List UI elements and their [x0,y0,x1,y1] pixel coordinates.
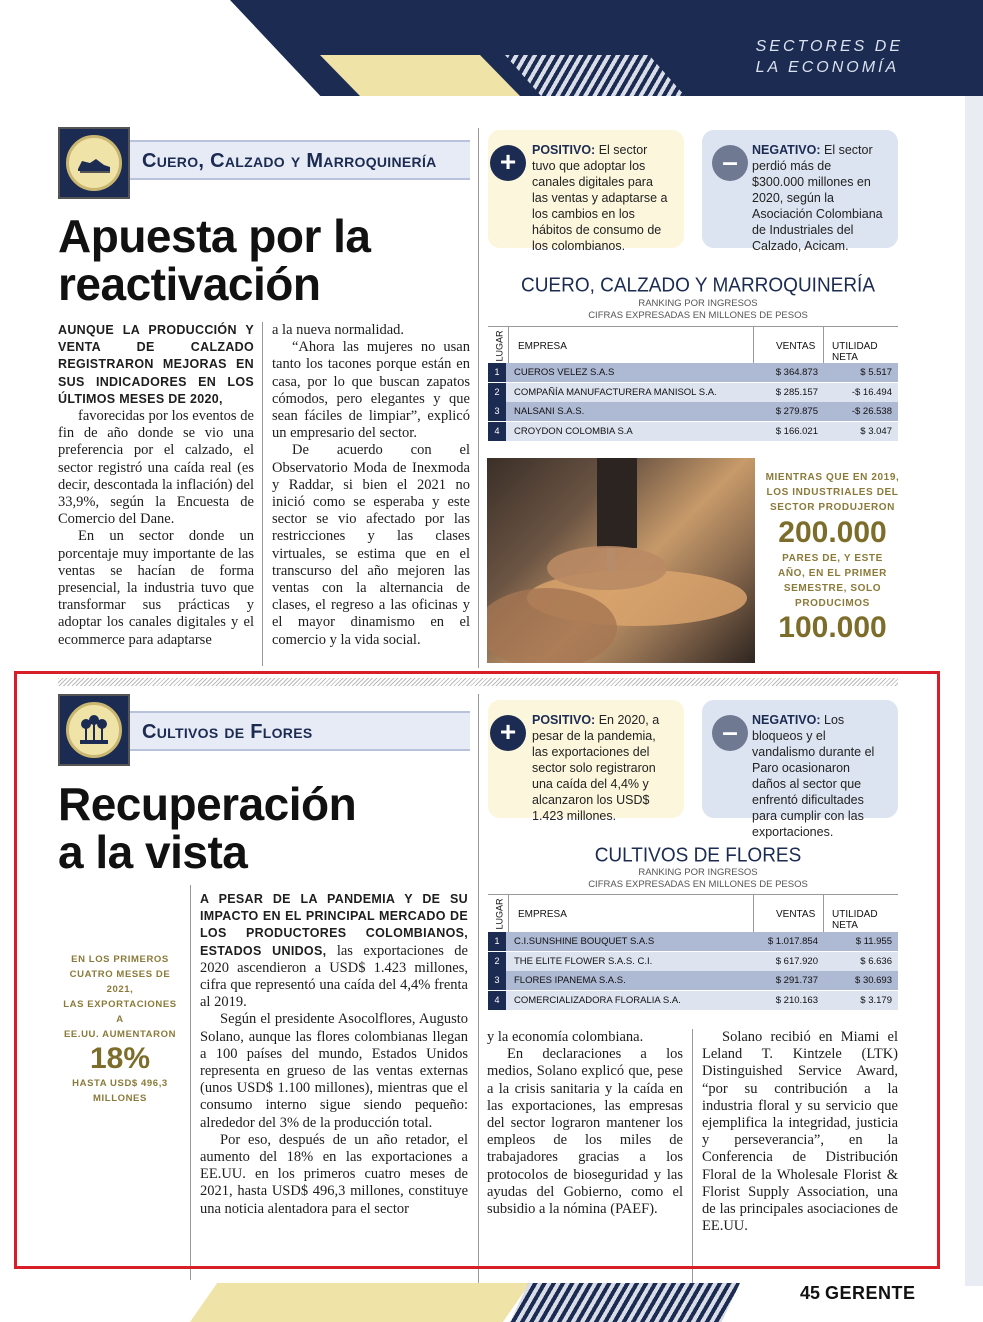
sales-value: $ 291.737 [775,975,818,986]
table-row [488,383,898,402]
negative-card: NEGATIVO: Los bloqueos y el vandalismo durante el Paro ocasionaron daños al sector que enfrentó dificultades para cumplir con las exportaciones. [702,700,898,818]
positive-card: POSITIVO: El sector tuvo que adoptar los canales digitales para las ventas y adaptarse a los cambios en los hábitos de consumo de los colombianos. [488,130,684,248]
table-header [488,326,898,364]
article-column-1: A PESAR DE LA PANDEMIA Y DE SU IMPACTO EN EL PRINCIPAL MERCADO DE LOS PRODUCTORES COLOMBIANOS, ESTADOS UNIDOS, las exportaciones de 2020 ascendieron a USD$ 1.423 millones, cifra que representó una caída del 4,4% frenta al 2019. Según el presidente Asocolflores, Augusto Solano, aunque las flores colombianas llegan a 100 países del mundo, Estados Unidos representa en grueso de las ventas externas (unos USD$ 1.100 millones), mientras que el consumo interno sigue siendo pequeño: alrededor del 3% de la producción total. Por eso, después de un año retador, el aumento del 18% en las exportaciones a EE.UU. en los primeros cuatro meses de 2021, hasta USD$ 496,3 millones, constituye una noticia alentadora para el sector [200,892,468,1217]
shoemaking-photo [487,458,755,663]
rank-number: 4 [488,422,506,441]
company-name: NALSANI S.A.S. [514,406,585,417]
ventas-header: VENTAS [776,909,816,920]
rank-number: 1 [488,363,506,382]
highlight-frame [14,671,940,1269]
plus-icon: + [490,715,526,751]
sales-value: $ 364.873 [775,367,818,378]
utilidad-header: UTILIDAD NETA [832,341,878,363]
column-divider [478,128,479,668]
net-profit-value: $ 5.517 [860,367,892,378]
company-name: CUEROS VELEZ S.A.S [514,367,615,378]
lead-text: AUNQUE LA PRODUCCIÓN Y VENTA DE CALZADO REGISTRARON MEJORAS EN SUS INDICADORES EN LOS ÚLTIMOS MESES DE 2020, [58,323,254,406]
sales-value: $ 279.875 [775,406,818,417]
stat-value: 200.000 [778,516,887,549]
company-name: COMERCIALIZADORA FLORALIA S.A. [514,994,681,1006]
empresa-header: EMPRESA [518,909,567,920]
sales-value: $ 617.920 [775,955,818,967]
net-profit-value: $ 30.693 [855,975,892,986]
table-row [488,363,898,382]
table-title: CULTIVOS DE FLORES [594,844,802,867]
company-name: THE ELITE FLOWER S.A.S. C.I. [514,955,653,967]
net-profit-value: $ 3.179 [860,994,892,1006]
export-stat: EN LOS PRIMEROS CUATRO MESES DE 2021, LAS EXPORTACIONES A EE.UU. AUMENTARON 18% HASTA USD$ 496,3 MILLONES [60,952,180,1106]
table-row [488,402,898,421]
page-number: 45 [800,1283,821,1303]
minus-icon: – [712,145,748,181]
section-label: SECTORES DE LA ECONOMÍA [755,38,903,76]
category-title: Cultivos de Flores [142,721,313,743]
category-band [130,140,470,180]
stat-value: 100.000 [778,611,887,644]
paragraph: a la nueva normalidad. [272,322,405,338]
sales-value: $ 210.163 [775,994,818,1006]
table-title: CUERO, CALZADO Y MARROQUINERÍA [520,274,876,297]
company-name: FLORES IPANEMA S.A.S. [514,975,626,986]
positive-card: POSITIVO: En 2020, a pesar de la pandemia, las exportaciones del sector solo registraron una caída del 4,4% y alcanzaron los USD$ 1.423 millones. [488,700,684,818]
shoe-icon [66,135,122,191]
headline: Apuesta por la reactivación [58,210,371,310]
rank-number: 1 [488,932,506,951]
shoe-icon-box [58,127,130,199]
right-margin-strip [965,96,983,1286]
sales-value: $ 285.157 [775,386,818,398]
paragraph: y la economía colombiana. [487,1029,644,1045]
ventas-header: VENTAS [776,341,816,352]
lugar-header: LUGAR [494,898,505,930]
rank-number: 2 [488,952,506,971]
company-name: CROYDON COLOMBIA S.A [514,425,633,437]
paragraph: Por eso, después de un año retador, el aumento del 18% en las exportaciones a EE.UU. en los primeros cuatro meses de 2021, hasta USD$ 496,3 millones, constituye una noticia alentadora para el sector [200,1131,468,1217]
column-divider [262,322,263,666]
paragraph: De acuerdo con el Observatorio Moda de Inexmoda y Raddar, si bien el 2021 no inició como se esperaba y este sector se vio afectado por las restricciones y las clases virtuales, se estima que en el transcurso del año mejoren las ventas con la alternancia de clases, el regreso a las oficinas y el mayor dinamismo en el comercio y la vida social. [272,442,470,648]
paragraph: En declaraciones a los medios, Solano explicó que, pese a la crisis sanitaria y la caída en las exportaciones, las empresas del sector lograron mantener los empleos de los miles de trabajadores gracias a los protocolos de bioseguridad y las ayudas del Gobierno, como el subsidio a la nómina (PAEF). [487,1046,683,1218]
headline: Recuperación a la vista [58,778,357,878]
utilidad-header: UTILIDAD NETA [832,909,878,931]
rank-number: 2 [488,383,506,402]
page-footer [800,1283,916,1304]
empresa-header: EMPRESA [518,341,567,352]
rank-number: 4 [488,991,506,1010]
stat-value: 18% [89,1042,151,1075]
sales-value: $ 166.021 [775,425,818,437]
minus-icon: – [712,715,748,751]
sales-value: $ 1.017.854 [767,936,818,947]
rank-number: 3 [488,971,506,990]
plus-icon: + [490,145,526,181]
magazine-brand: GERENTE [825,1283,916,1303]
paragraph: favorecidas por los eventos de fin de año donde se vio una preferencia por el calzado, el sector registró una caída real (es decir, descontada la inflación) del 33,9%, según la Encuesta de Comercio del Dane. [58,408,254,528]
net-profit-value: -$ 26.538 [851,406,892,417]
paragraph: En un sector donde un porcentaje muy importante de las ventas se hacían de forma presencial, la industria tuvo que transformar sus prácticas y adoptar los canales digitales y el ecommerce para adaptarse [58,528,254,648]
category-title: Cuero, Calzado y Marroquinería [142,150,437,172]
shoemaking-image [487,458,755,663]
paragraph: Según el presidente Asocolflores, Augusto Solano, aunque las flores colombianas llegan a 100 países del mundo, Estados Unidos representa en grueso de las ventas externas (unos USD$ 1.100 millones), mientras que el consumo interno sigue siendo pequeño: alrededor del 3% de la producción total. [200,1011,468,1131]
company-name: COMPAÑÍA MANUFACTURERA MANISOL S.A. [514,386,717,398]
table-subtitle: RANKING POR INGRESOS CIFRAS EXPRESADAS EN MILLONES DE PESOS [588,867,808,890]
lugar-header: LUGAR [494,330,505,362]
net-profit-value: $ 11.955 [855,936,892,947]
net-profit-value: $ 6.636 [860,955,892,967]
lead-text: A PESAR DE LA PANDEMIA Y DE SU IMPACTO EN EL PRINCIPAL MERCADO DE LOS PRODUCTORES COLOMBIANOS, ESTADOS UNIDOS, [200,892,468,958]
negative-card: NEGATIVO: El sector perdió más de $300.000 millones en 2020, según la Asociación Colombiana de Industriales del Calzado, Acicam. [702,130,898,248]
table-row [488,422,898,441]
article-column-2 [272,322,470,649]
paragraph: “Ahora las mujeres no usan tanto los tacones porque están en casa, por lo que buscan zapatos cómodos, pero elegantes y que sean fáciles de limpiar”, explicó un empresario del sector. [272,339,470,442]
production-stat: MIENTRAS QUE EN 2019, LOS INDUSTRIALES DEL SECTOR PRODUJERON 200.000 PARES DE, Y ESTE AÑO, EN EL PRIMER SEMESTRE, SOLO PRODUCIMOS 100.000 [765,472,900,644]
net-profit-value: $ 3.047 [860,425,892,437]
article-column-1 [58,322,254,649]
company-name: C.I.SUNSHINE BOUQUET S.A.S [514,936,655,947]
footer-hatched-stripe [510,1283,740,1322]
paragraph: Solano recibió en Miami el Leland T. Kintzele (LTK) Distinguished Service Award, “por su contribución a la industria floral y su servicio que ejemplifica la integridad, justicia y perseverancia”, en la Conferencia de Distribución Floral de la Wholesale Florist & Florist Supply Association, una de las principales asociaciones de EE.UU. [702,1029,898,1235]
footer-cream-stripe [190,1283,530,1322]
table-subtitle: RANKING POR INGRESOS CIFRAS EXPRESADAS EN MILLONES DE PESOS [588,298,808,321]
rank-number: 3 [488,402,506,421]
net-profit-value: -$ 16.494 [851,386,892,398]
